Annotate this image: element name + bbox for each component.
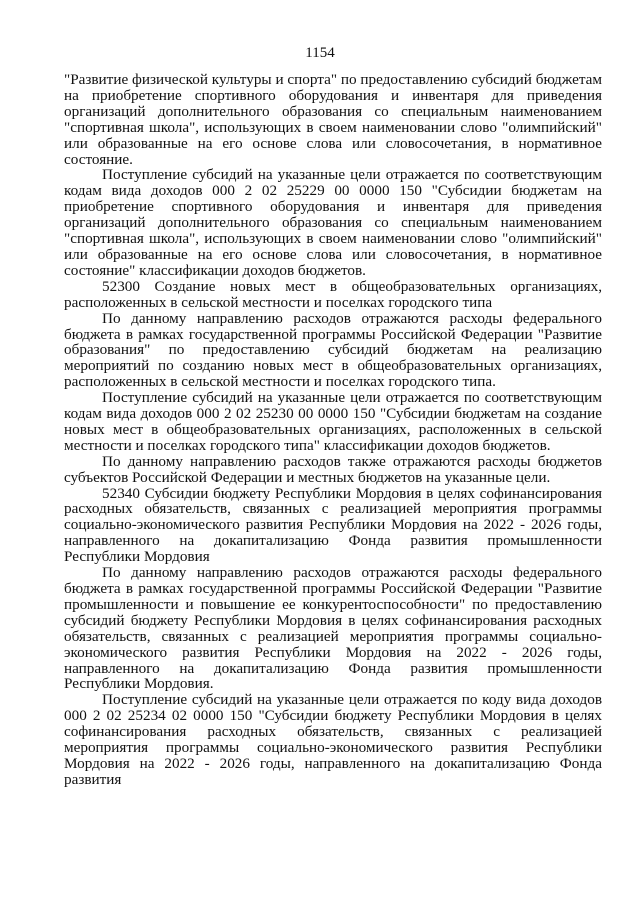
paragraph: По данному направлению расходов также отражаются расходы бюджетов субъектов Российской Федерации и местных бюджетов на указанные цели. xyxy=(64,452,602,486)
paragraph: По данному направлению расходов отражаются расходы федерального бюджета в рамках государственной программы Российской Федерации "Развитие образования" по предоставлению субсидий бюджетам на реализацию мероприятий по созданию новых мест в общеобразовательных организациях, расположенных в сельской местности и поселках городского типа. xyxy=(64,309,602,391)
paragraph: По данному направлению расходов отражаются расходы федерального бюджета в рамках государственной программы Российской Федерации "Развитие промышленности и повышение ее конкурентоспособности" по предоставлению субсидий бюджету Республики Мордовия в целях софинансирования расходных обязательств, связанных с реализацией мероприятия программы социально-экономического развития Республики Мордовия на 2022 - 2026 годы, направленного на докапитализацию Фонда развития промышленности Республики Мордовия. xyxy=(64,564,602,693)
section-heading-52300: 52300 Создание новых мест в общеобразовательных организациях, расположенных в сельской местности и поселках городского типа xyxy=(64,277,602,311)
document-body xyxy=(64,72,602,788)
paragraph: Поступление субсидий на указанные цели отражается по соответствующим кодам вида доходов 000 2 02 25229 00 0000 150 "Субсидии бюджетам на приобретение спортивного оборудования и инвентаря для приведения организаций дополнительного образования со специальным наименованием "спортивная школа", использующих в своем наименовании слово "олимпийский" или образованные на его основе слова или словосочетания, в нормативное состояние" классификации доходов бюджетов. xyxy=(64,166,602,279)
paragraph-continuation: "Развитие физической культуры и спорта" по предоставлению субсидий бюджетам на приобретение спортивного оборудования и инвентаря для приведения организаций дополнительного образования со специальным наименованием "спортивная школа", использующих в своем наименовании слово "олимпийский" или образованные на его основе слова или словосочетания, в нормативное состояние. xyxy=(64,71,602,168)
paragraph-continues-next-page: Поступление субсидий на указанные цели отражается по коду вида доходов 000 2 02 25234 02 0000 150 "Субсидии бюджету Республики Мордовия в целях софинансирования расходных обязательств, связанных с реализацией мероприятия программы социально-экономического развития Республики Мордовия на 2022 - 2026 годы, направленного на докапитализацию Фонда развития xyxy=(64,691,602,788)
page-number: 1154 xyxy=(305,45,335,61)
paragraph: Поступление субсидий на указанные цели отражается по соответствующим кодам вида доходов 000 2 02 25230 00 0000 150 "Субсидии бюджетам на создание новых мест в общеобразовательных организациях, расположенных в сельской местности и поселках городского типа" классификации доходов бюджетов. xyxy=(64,389,602,454)
section-heading-52340: 52340 Субсидии бюджету Республики Мордовия в целях софинансирования расходных обязательств, связанных с реализацией мероприятия программы социально-экономического развития Республики Мордовия на 2022 - 2026 годы, направленного на докапитализацию Фонда развития промышленности Республики Мордовия xyxy=(64,484,602,566)
